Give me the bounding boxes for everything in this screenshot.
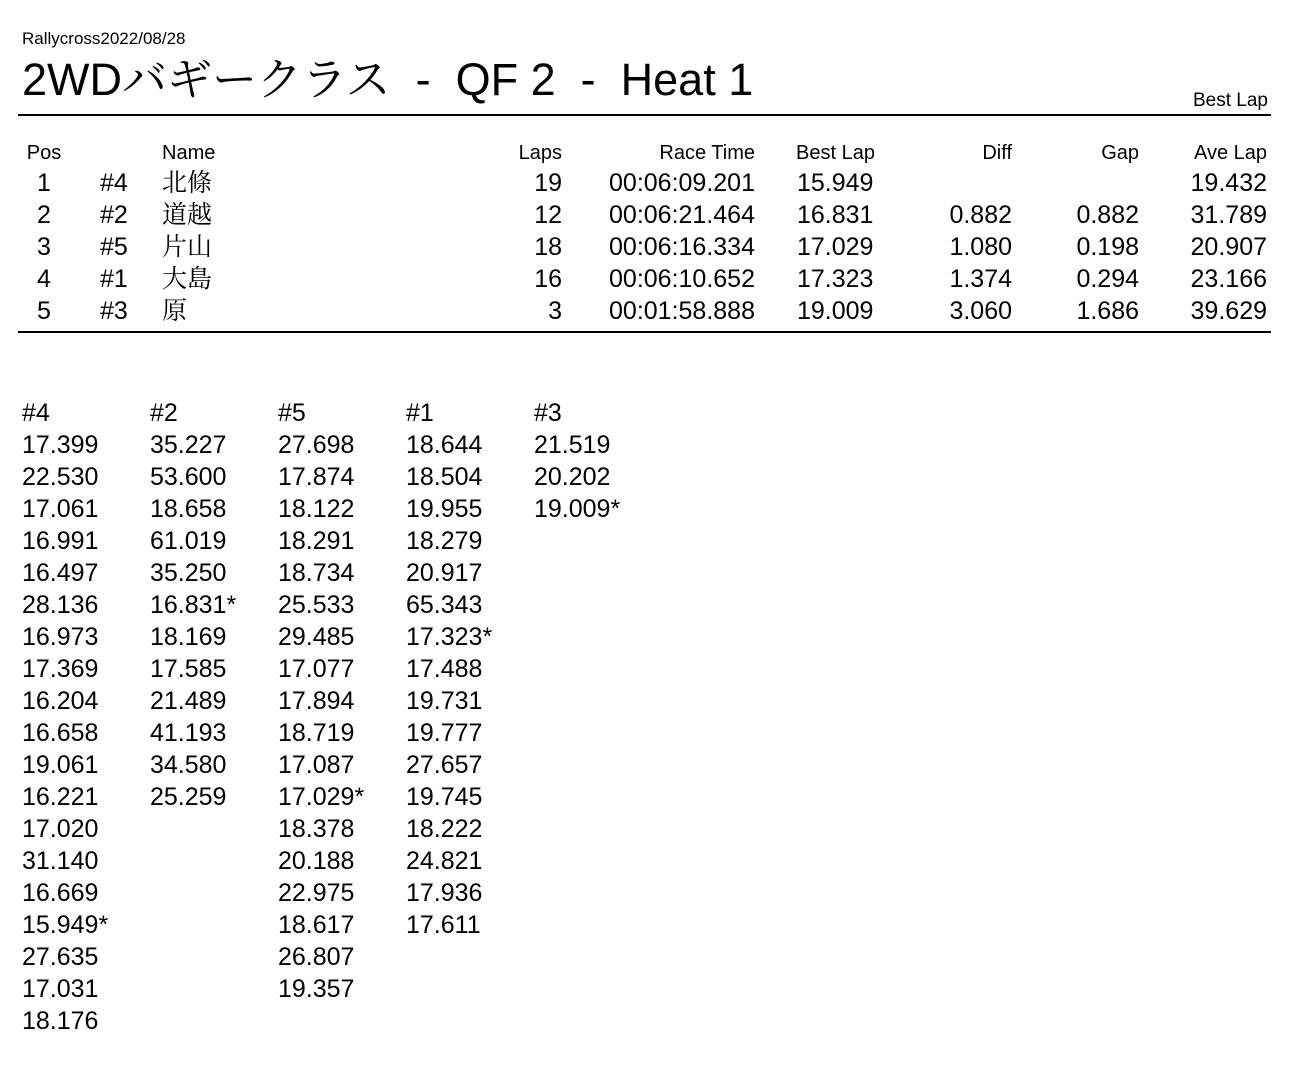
lap-column <box>534 398 662 526</box>
lap-time: 18.617 <box>278 911 355 939</box>
lap-time: 18.644 <box>406 431 483 459</box>
lap-time: 65.343 <box>406 591 483 619</box>
lap-time: 35.250 <box>150 559 227 587</box>
lap-column-car: #3 <box>534 399 562 427</box>
cell-pos: 1 <box>37 169 51 197</box>
lap-time: 17.936 <box>406 879 483 907</box>
lap-time: 17.020 <box>22 815 99 843</box>
lap-time: 16.831* <box>150 591 237 619</box>
cell-ave-lap: 31.789 <box>1190 201 1267 229</box>
lap-time: 16.658 <box>22 719 99 747</box>
lap-time: 34.580 <box>150 751 227 779</box>
header-gap: Gap <box>1101 142 1139 164</box>
lap-time: 20.917 <box>406 559 483 587</box>
lap-time: 26.807 <box>278 943 355 971</box>
cell-race-time: 00:06:16.334 <box>609 233 755 261</box>
cell-best-lap: 19.009 <box>797 297 874 325</box>
header-ave-lap: Ave Lap <box>1193 142 1267 164</box>
lap-time: 18.169 <box>150 623 227 651</box>
lap-time: 16.991 <box>22 527 99 555</box>
cell-gap: 0.882 <box>1076 201 1139 229</box>
lap-time: 18.222 <box>406 815 483 843</box>
lap-time: 61.019 <box>150 527 227 555</box>
cell-race-time: 00:06:21.464 <box>609 201 755 229</box>
lap-time: 27.635 <box>22 943 99 971</box>
lap-time: 29.485 <box>278 623 355 651</box>
cell-best-lap: 15.949 <box>797 169 874 197</box>
lap-column-car: #2 <box>150 399 178 427</box>
lap-time: 19.745 <box>406 783 483 811</box>
lap-time: 17.585 <box>150 655 227 683</box>
cell-name: 道越 <box>162 201 213 229</box>
cell-car-number: #4 <box>100 169 128 197</box>
cell-best-lap: 16.831 <box>797 201 874 229</box>
table-row <box>0 200 1290 232</box>
header-pos: Pos <box>26 142 62 164</box>
cell-diff: 1.374 <box>949 265 1012 293</box>
lap-time: 18.734 <box>278 559 355 587</box>
cell-gap: 0.294 <box>1076 265 1139 293</box>
lap-time: 19.009* <box>534 495 621 523</box>
cell-car-number: #5 <box>100 233 128 261</box>
cell-best-lap: 17.029 <box>797 233 874 261</box>
lap-time: 17.611 <box>406 911 481 939</box>
lap-time: 19.777 <box>406 719 483 747</box>
cell-car-number: #2 <box>100 201 128 229</box>
cell-race-time: 00:06:09.201 <box>609 169 755 197</box>
lap-time: 22.530 <box>22 463 99 491</box>
lap-time: 53.600 <box>150 463 227 491</box>
cell-gap: 1.686 <box>1076 297 1139 325</box>
cell-best-lap: 17.323 <box>797 265 874 293</box>
cell-diff: 0.882 <box>949 201 1012 229</box>
cell-name: 北條 <box>162 169 213 197</box>
header-best-lap: Best Lap <box>796 142 875 164</box>
lap-time: 27.657 <box>406 751 483 779</box>
lap-time: 31.140 <box>22 847 99 875</box>
table-row <box>0 232 1290 264</box>
lap-time: 21.489 <box>150 687 227 715</box>
lap-time: 17.894 <box>278 687 355 715</box>
lap-time: 15.949* <box>22 911 109 939</box>
lap-time: 16.669 <box>22 879 99 907</box>
cell-diff: 1.080 <box>949 233 1012 261</box>
lap-time: 17.061 <box>22 495 99 523</box>
table-row <box>0 296 1290 328</box>
cell-name: 片山 <box>162 233 213 261</box>
table-row <box>0 168 1290 200</box>
lap-time: 17.029* <box>278 783 365 811</box>
lap-time: 18.658 <box>150 495 227 523</box>
lap-column <box>406 398 534 942</box>
lap-time: 18.279 <box>406 527 483 555</box>
best-lap-label: Best Lap <box>1193 90 1268 111</box>
cell-car-number: #3 <box>100 297 128 325</box>
lap-time: 19.731 <box>406 687 483 715</box>
lap-time: 19.955 <box>406 495 483 523</box>
lap-time: 25.259 <box>150 783 227 811</box>
lap-time: 18.504 <box>406 463 483 491</box>
lap-time: 18.719 <box>278 719 355 747</box>
header-race-time: Race Time <box>659 142 755 164</box>
cell-laps: 19 <box>534 169 562 197</box>
lap-time: 17.077 <box>278 655 355 683</box>
lap-time: 25.533 <box>278 591 355 619</box>
cell-ave-lap: 23.166 <box>1190 265 1267 293</box>
cell-gap: 0.198 <box>1076 233 1139 261</box>
lap-time: 21.519 <box>534 431 611 459</box>
lap-time: 16.204 <box>22 687 99 715</box>
header-name: Name <box>162 142 216 164</box>
lap-time: 17.399 <box>22 431 99 459</box>
top-divider <box>18 114 1271 116</box>
table-row <box>0 264 1290 296</box>
lap-time: 18.378 <box>278 815 355 843</box>
lap-time: 18.122 <box>278 495 355 523</box>
lap-time: 19.357 <box>278 975 355 1003</box>
lap-time: 17.323* <box>406 623 493 651</box>
lap-time: 16.497 <box>22 559 99 587</box>
cell-name: 原 <box>162 297 188 325</box>
lap-time: 20.188 <box>278 847 355 875</box>
lap-time: 22.975 <box>278 879 355 907</box>
heat-title: 2WDバギークラス - QF 2 - Heat 1 <box>22 54 754 105</box>
lap-time: 28.136 <box>22 591 99 619</box>
lap-time: 17.031 <box>22 975 99 1003</box>
header-laps: Laps <box>518 142 562 164</box>
cell-laps: 3 <box>548 297 562 325</box>
cell-pos: 2 <box>37 201 51 229</box>
lap-time: 17.488 <box>406 655 483 683</box>
lap-time: 16.973 <box>22 623 99 651</box>
lap-column-car: #4 <box>22 399 50 427</box>
cell-pos: 5 <box>37 297 51 325</box>
lap-time: 20.202 <box>534 463 611 491</box>
lap-time: 18.291 <box>278 527 355 555</box>
lap-time: 18.176 <box>22 1007 99 1035</box>
cell-laps: 16 <box>534 265 562 293</box>
lap-column-car: #5 <box>278 399 306 427</box>
bottom-divider <box>18 331 1271 333</box>
cell-race-time: 00:01:58.888 <box>609 297 755 325</box>
lap-time: 24.821 <box>406 847 483 875</box>
cell-laps: 12 <box>534 201 562 229</box>
cell-name: 大島 <box>162 265 213 293</box>
cell-race-time: 00:06:10.652 <box>609 265 755 293</box>
lap-column <box>150 398 278 814</box>
header-diff: Diff <box>982 142 1012 164</box>
results-header-row <box>0 140 1290 168</box>
cell-diff: 3.060 <box>949 297 1012 325</box>
lap-time: 17.087 <box>278 751 355 779</box>
cell-pos: 4 <box>37 265 51 293</box>
lap-time: 16.221 <box>22 783 99 811</box>
lap-time: 17.369 <box>22 655 99 683</box>
lap-time: 17.874 <box>278 463 355 491</box>
results-table <box>0 140 1290 328</box>
cell-ave-lap: 20.907 <box>1190 233 1267 261</box>
cell-laps: 18 <box>534 233 562 261</box>
cell-ave-lap: 19.432 <box>1190 169 1267 197</box>
lap-time: 41.193 <box>150 719 227 747</box>
cell-pos: 3 <box>37 233 51 261</box>
event-title: Rallycross2022/08/28 <box>22 29 186 48</box>
lap-time: 27.698 <box>278 431 355 459</box>
lap-time: 19.061 <box>22 751 99 779</box>
lap-column-car: #1 <box>406 399 434 427</box>
cell-car-number: #1 <box>100 265 128 293</box>
lap-time: 35.227 <box>150 431 227 459</box>
cell-ave-lap: 39.629 <box>1190 297 1267 325</box>
lap-column <box>22 398 150 1038</box>
lap-column <box>278 398 406 1006</box>
